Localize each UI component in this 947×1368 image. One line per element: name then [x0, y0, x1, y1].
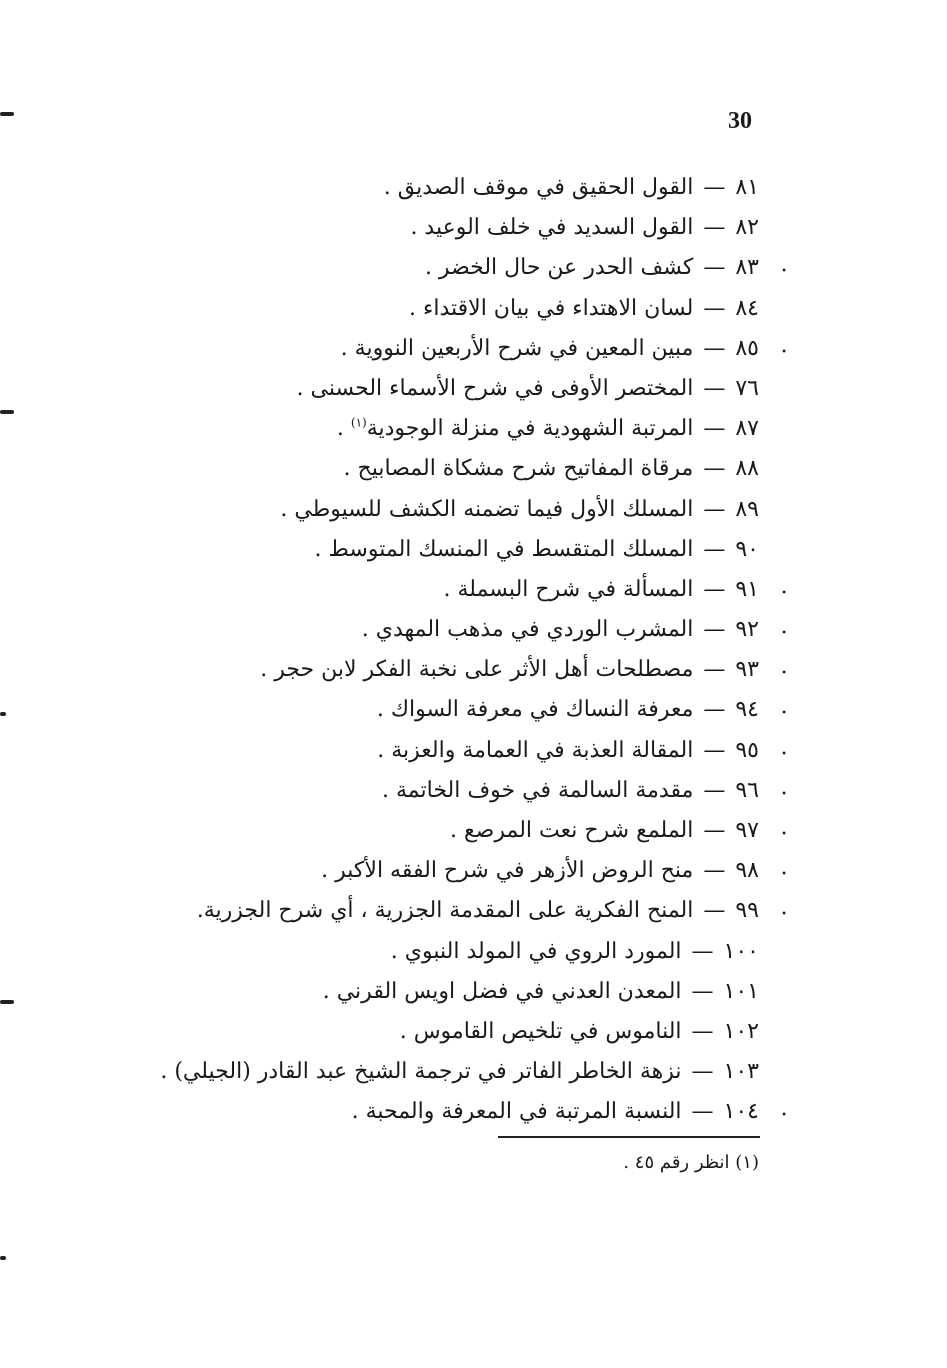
entry-separator: — [703, 657, 726, 683]
entry-title-end: . [336, 416, 351, 442]
margin-mark [0, 410, 14, 414]
entry-separator: — [703, 175, 726, 200]
entry-number: ٩٠ [735, 536, 759, 562]
entry-title: منح الروض الأزهر في شرح الفقه الأكبر . [321, 858, 694, 884]
entry-number: ٩٤ [735, 697, 759, 723]
entry-title: المرتبة الشهودية في منزلة الوجودية [366, 416, 694, 442]
star-marker-icon: • [781, 628, 787, 640]
list-item [79, 771, 787, 811]
entry-title: القول السديد في خلف الوعيد . [410, 215, 694, 241]
entry-number: ١٠١ [723, 978, 759, 1004]
entry-number: ٨٩ [735, 496, 759, 522]
list-item [79, 932, 759, 972]
entry-separator: — [703, 255, 726, 281]
entry-number: ٩٥ [735, 737, 759, 763]
entry-separator: — [703, 898, 726, 924]
list-item [79, 650, 787, 690]
entry-title: المورد الروي في المولد النبوي . [390, 938, 682, 964]
entry-separator: — [703, 617, 726, 643]
entry-separator: — [703, 737, 726, 763]
entry-title: القول الحقيق في موقف الصديق . [383, 175, 694, 200]
entry-title: المشرب الوردي في مذهب المهدي . [361, 617, 694, 643]
star-marker-icon: • [781, 346, 787, 358]
entry-number: ٨٢ [735, 215, 759, 241]
margin-mark [0, 712, 6, 716]
list-item [79, 490, 759, 530]
margin-mark [0, 1256, 6, 1260]
entry-separator: — [703, 697, 726, 723]
entry-title: المعدن العدني في فضل اويس القرني . [322, 978, 682, 1004]
entry-number: ٨٨ [735, 456, 759, 482]
entry-separator: — [691, 1059, 714, 1085]
entry-separator: — [691, 1099, 714, 1125]
entry-separator: — [691, 938, 714, 964]
entry-number: ٩١ [735, 576, 759, 602]
star-marker-icon: • [781, 788, 787, 800]
entry-separator: — [703, 215, 726, 241]
entry-number: ٩٣ [735, 657, 759, 683]
star-marker-icon: • [781, 587, 787, 599]
entry-separator: — [691, 978, 714, 1004]
entry-number: ٨٤ [735, 295, 759, 321]
page-number: 30 [728, 108, 752, 134]
star-marker-icon: • [781, 266, 787, 278]
entry-title: مقدمة السالمة في خوف الخاتمة . [382, 777, 694, 803]
entry-title: المنح الفكرية على المقدمة الجزرية ، أي شرح الجزرية. [196, 898, 694, 924]
entry-separator: — [703, 818, 726, 843]
footnote: (١) انظر رقم ٤٥ . [623, 1152, 759, 1173]
entry-title: المسلك الأول فيما تضمنه الكشف للسيوطي . [280, 496, 694, 522]
list-item [79, 891, 787, 931]
star-marker-icon: • [781, 909, 787, 921]
star-marker-icon: • [781, 708, 787, 720]
list-item [79, 1012, 759, 1052]
list-item [79, 329, 787, 369]
list-item [79, 731, 787, 771]
entry-title: المسألة في شرح البسملة . [443, 576, 694, 602]
list-item [79, 248, 787, 288]
book-list [79, 168, 787, 1133]
entry-number: ٩٢ [735, 617, 759, 643]
entry-title: الملمع شرح نعت المرصع . [449, 818, 694, 843]
footnote-divider [498, 1136, 760, 1138]
entry-number: ٨٣ [735, 255, 759, 281]
list-item [79, 610, 787, 650]
entry-title: النسبة المرتبة في المعرفة والمحبة . [351, 1099, 682, 1125]
entry-separator: — [703, 295, 726, 321]
entry-number: ٧٦ [735, 375, 759, 401]
entry-title: مرقاة المفاتيح شرح مشكاة المصابيح . [343, 456, 694, 482]
list-item [79, 530, 759, 570]
list-item [79, 369, 759, 409]
footnote-reference: (١) [350, 415, 367, 430]
entry-separator: — [703, 777, 726, 803]
entry-number: ٨٥ [735, 335, 759, 361]
entry-title: معرفة النساك في معرفة السواك . [376, 697, 694, 723]
entry-title: المسلك المتقسط في المنسك المتوسط . [314, 536, 694, 562]
list-item [79, 972, 759, 1012]
list-item [79, 409, 759, 449]
entry-number: ٨٧ [735, 416, 759, 442]
entry-separator: — [703, 858, 726, 884]
entry-number: ٩٧ [735, 818, 759, 843]
list-item [79, 168, 759, 208]
entry-number: ٩٩ [735, 898, 759, 924]
entry-separator: — [691, 1018, 714, 1044]
star-marker-icon: • [781, 748, 787, 760]
star-marker-icon: • [781, 668, 787, 680]
list-item [79, 449, 759, 489]
entry-separator: — [703, 335, 726, 361]
entry-title: المقالة العذبة في العمامة والعزبة . [377, 737, 694, 763]
list-item [79, 289, 759, 329]
entry-number: ١٠٣ [723, 1059, 759, 1085]
entry-number: ١٠٠ [723, 938, 759, 964]
list-item [79, 811, 787, 851]
entry-title: الناموس في تلخيص القاموس . [399, 1018, 682, 1044]
entry-separator: — [703, 456, 726, 482]
list-item [79, 1052, 759, 1092]
entry-title: نزهة الخاطر الفاتر في ترجمة الشيخ عبد القادر (الجيلي) . [160, 1059, 682, 1085]
entry-number: ١٠٢ [723, 1018, 759, 1044]
list-item [79, 851, 787, 891]
entry-title: مبين المعين في شرح الأربعين النووية . [340, 335, 694, 361]
star-marker-icon: • [781, 1110, 787, 1122]
list-item [79, 208, 759, 248]
list-item [79, 690, 787, 730]
list-item [79, 1092, 787, 1132]
star-marker-icon: • [781, 869, 787, 881]
margin-mark [0, 112, 14, 116]
entry-separator: — [703, 576, 726, 602]
entry-title: لسان الاهتداء في بيان الاقتداء . [409, 295, 694, 321]
entry-number: ٩٨ [735, 858, 759, 884]
entry-separator: — [703, 375, 726, 401]
margin-mark [0, 1000, 14, 1004]
entry-separator: — [703, 496, 726, 522]
entry-title: المختصر الأوفى في شرح الأسماء الحسنى . [296, 375, 694, 401]
entry-number: ٨١ [735, 175, 759, 200]
entry-title: كشف الحدر عن حال الخضر . [424, 255, 694, 281]
entry-title: مصطلحات أهل الأثر على نخبة الفكر لابن حجر . [260, 657, 694, 683]
star-marker-icon: • [781, 829, 787, 840]
list-item [79, 570, 787, 610]
entry-separator: — [703, 416, 726, 442]
entry-number: ١٠٤ [723, 1099, 759, 1125]
entry-separator: — [703, 536, 726, 562]
entry-number: ٩٦ [735, 777, 759, 803]
